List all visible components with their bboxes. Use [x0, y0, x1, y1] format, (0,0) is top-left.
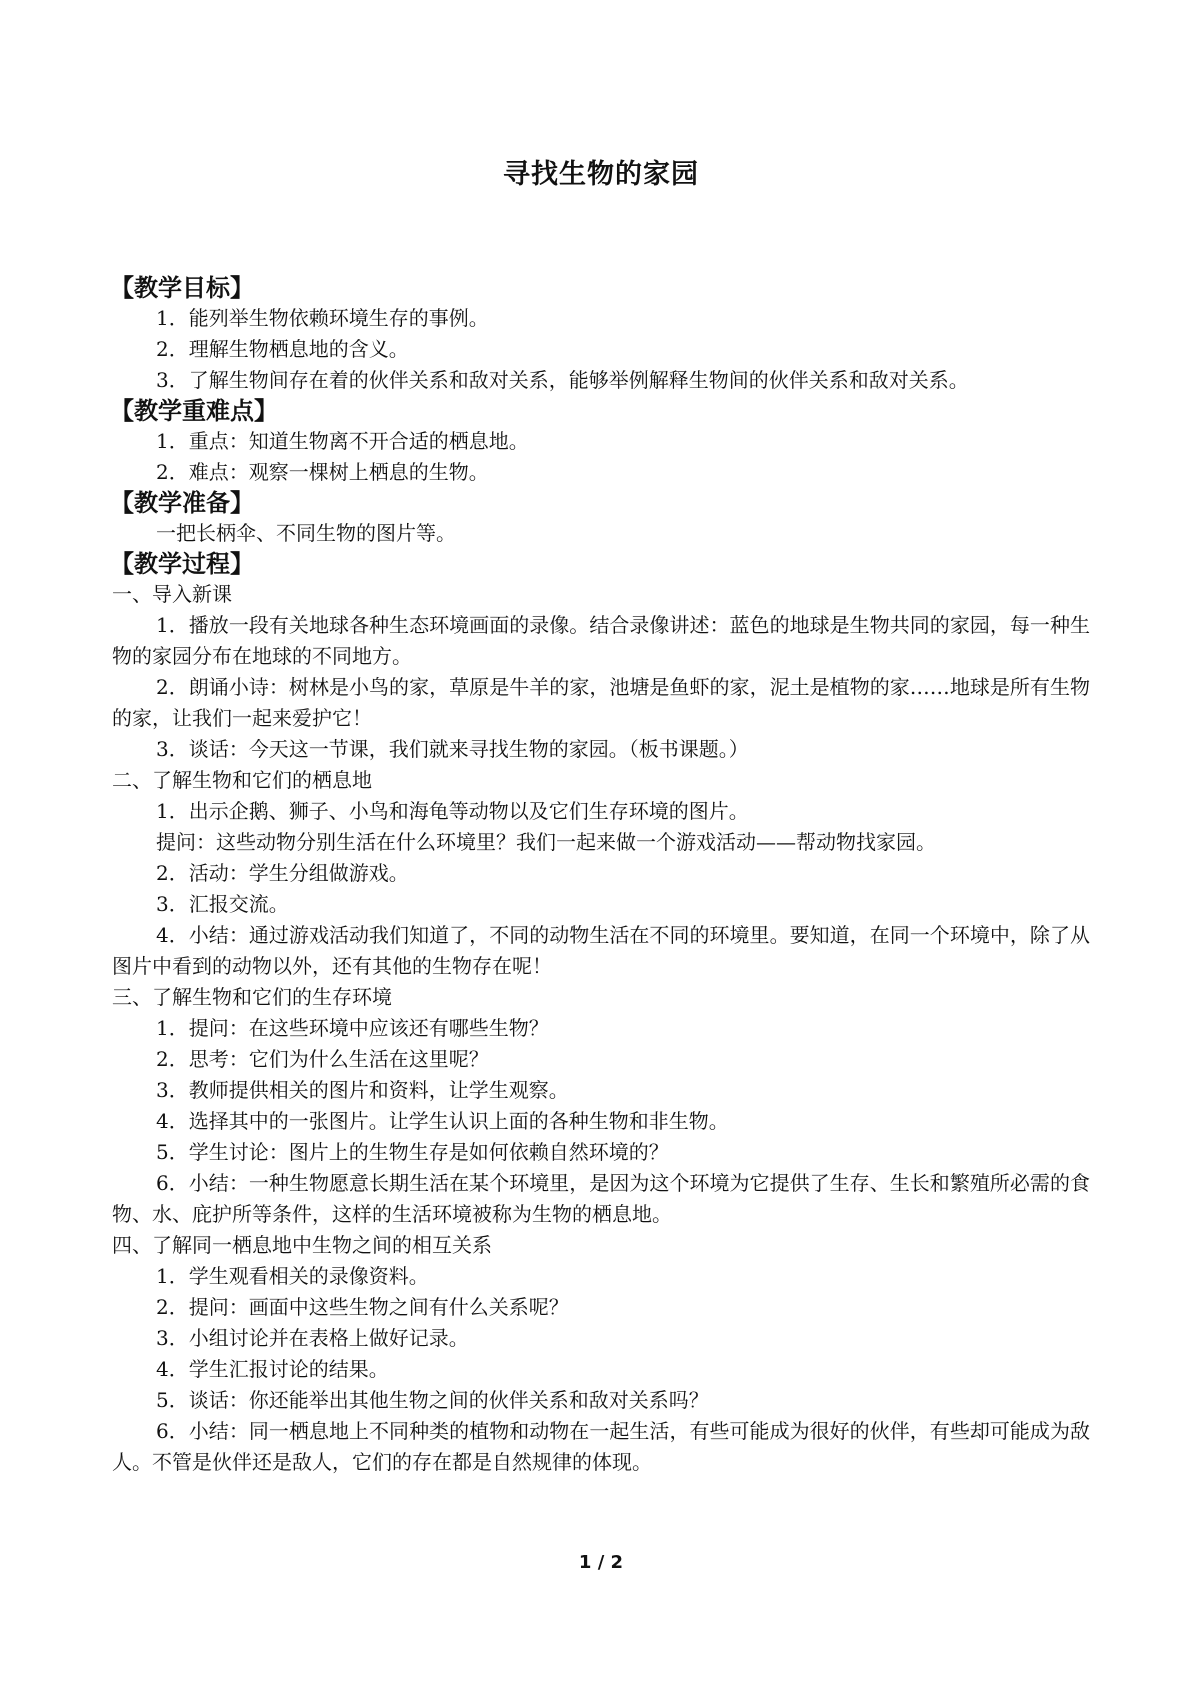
document-body	[112, 273, 1090, 1478]
process-part-title: 四、了解同一栖息地中生物之间的相互关系	[112, 1233, 492, 1257]
process-item: 3．汇报交流。	[156, 892, 289, 916]
process-item: 5．学生讨论：图片上的生物生存是如何依赖自然环境的？	[156, 1140, 669, 1164]
objectives-heading: 【教学目标】	[110, 274, 254, 302]
process-item: 1．提问：在这些环境中应该还有哪些生物？	[156, 1016, 549, 1040]
process-item: 2．活动：学生分组做游戏。	[156, 861, 409, 885]
process-item: 提问：这些动物分别生活在什么环境里？我们一起来做一个游戏活动——帮动物找家园。	[156, 830, 936, 854]
key-point-item: 2．难点：观察一棵树上栖息的生物。	[156, 460, 489, 484]
objective-item: 3．了解生物间存在着的伙伴关系和敌对关系，能够举例解释生物间的伙伴关系和敌对关系。	[156, 368, 969, 392]
process-item: 2．提问：画面中这些生物之间有什么关系呢？	[156, 1295, 569, 1319]
process-item: 2．朗诵小诗：树林是小鸟的家，草原是牛羊的家，池塘是鱼虾的家，泥土是植物的家……地球是所有生物的家，让我们一起来爱护它！	[112, 675, 1090, 730]
process-part-title: 一、导入新课	[112, 582, 232, 606]
objective-item: 1．能列举生物依赖环境生存的事例。	[156, 306, 489, 330]
process-item: 5．谈话：你还能举出其他生物之间的伙伴关系和敌对关系吗？	[156, 1388, 709, 1412]
document-title: 寻找生物的家园	[503, 159, 699, 190]
process-item: 3．谈话：今天这一节课，我们就来寻找生物的家园。（板书课题。）	[156, 737, 749, 761]
process-item: 1．出示企鹅、狮子、小鸟和海龟等动物以及它们生存环境的图片。	[156, 799, 749, 823]
process-item: 6．小结：同一栖息地上不同种类的植物和动物在一起生活，有些可能成为很好的伙伴，有些却可能成为敌人。不管是伙伴还是敌人，它们的存在都是自然规律的体现。	[112, 1419, 1090, 1474]
key-point-item: 1．重点：知道生物离不开合适的栖息地。	[156, 429, 529, 453]
process-item: 4．学生汇报讨论的结果。	[156, 1357, 389, 1381]
process-part-title: 二、了解生物和它们的栖息地	[112, 768, 372, 792]
process-item: 1．学生观看相关的录像资料。	[156, 1264, 429, 1288]
process-item: 1．播放一段有关地球各种生态环境画面的录像。结合录像讲述：蓝色的地球是生物共同的家园，每一种生物的家园分布在地球的不同地方。	[112, 613, 1090, 668]
preparation-heading: 【教学准备】	[110, 489, 254, 517]
process-item: 3．小组讨论并在表格上做好记录。	[156, 1326, 469, 1350]
key-points-heading: 【教学重难点】	[110, 397, 278, 425]
process-item: 3．教师提供相关的图片和资料，让学生观察。	[156, 1078, 569, 1102]
objective-item: 2．理解生物栖息地的含义。	[156, 337, 409, 361]
process-part-title: 三、了解生物和它们的生存环境	[112, 985, 392, 1009]
process-item: 2．思考：它们为什么生活在这里呢？	[156, 1047, 489, 1071]
process-heading: 【教学过程】	[110, 550, 254, 578]
process-item: 4．选择其中的一张图片。让学生认识上面的各种生物和非生物。	[156, 1109, 729, 1133]
process-item: 6．小结：一种生物愿意长期生活在某个环境里，是因为这个环境为它提供了生存、生长和繁殖所必需的食物、水、庇护所等条件，这样的生活环境被称为生物的栖息地。	[112, 1171, 1090, 1226]
process-item: 4．小结：通过游戏活动我们知道了，不同的动物生活在不同的环境里。要知道，在同一个环境中，除了从图片中看到的动物以外，还有其他的生物存在呢！	[112, 923, 1090, 978]
document-page	[112, 0, 1090, 1684]
preparation-item: 一把长柄伞、不同生物的图片等。	[156, 521, 456, 545]
page-number: 1 / 2	[578, 1552, 624, 1573]
